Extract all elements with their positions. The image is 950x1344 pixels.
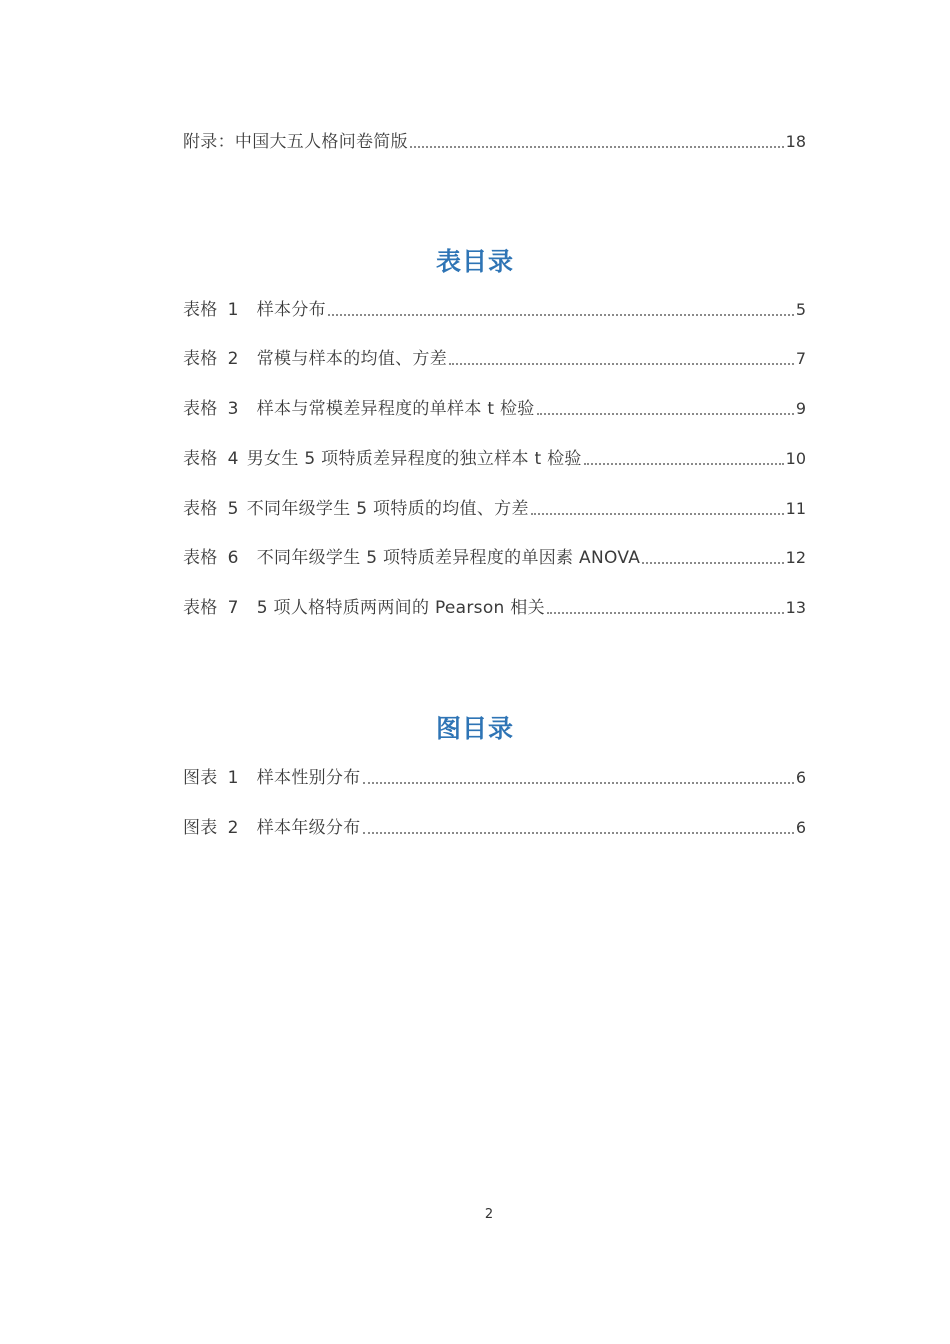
toc-entry-page: 11 xyxy=(785,499,806,518)
toc-entry-table-4[interactable] xyxy=(183,445,806,469)
toc-entry-table-6[interactable] xyxy=(183,544,806,568)
toc-entry-page: 18 xyxy=(785,132,806,151)
toc-entry-page: 6 xyxy=(795,768,806,787)
toc-entry-prefix: 表格 xyxy=(183,598,218,618)
toc-entry-label: 常模与样本的均值、方差 xyxy=(256,349,448,369)
toc-entry-table-3[interactable] xyxy=(183,395,806,419)
toc-entry-number: 6 xyxy=(227,548,239,568)
toc-entry-number: 3 xyxy=(227,399,239,419)
toc-entry-page: 5 xyxy=(795,300,806,319)
toc-entry-label: 样本性别分布 xyxy=(256,768,361,788)
toc-entry-table-7[interactable] xyxy=(183,594,806,618)
toc-entry-number: 2 xyxy=(227,818,239,838)
toc-entry-number: 1 xyxy=(227,768,239,788)
toc-leader xyxy=(537,413,794,415)
toc-entry-prefix: 表格 xyxy=(183,399,218,419)
toc-entry-label: 样本与常模差异程度的单样本 t 检验 xyxy=(256,399,535,419)
toc-leader xyxy=(363,782,794,784)
toc-entry-prefix: 表格 xyxy=(183,349,218,369)
toc-entry-number: 4 xyxy=(227,449,239,469)
toc-entry-table-5[interactable] xyxy=(183,495,806,519)
toc-entry-prefix: 图表 xyxy=(183,818,218,838)
tables-toc-heading: 表目录 xyxy=(435,247,514,276)
toc-entry-page: 7 xyxy=(795,349,806,368)
toc-entry-page: 13 xyxy=(785,598,806,617)
toc-entry-figure-1[interactable] xyxy=(183,764,806,788)
toc-entry-prefix: 表格 xyxy=(183,548,218,568)
toc-entry-label: 附录：中国大五人格问卷简版 xyxy=(183,132,408,152)
toc-entry-label: 5 项人格特质两两间的 Pearson 相关 xyxy=(256,598,545,618)
toc-entry-page: 10 xyxy=(785,449,806,468)
toc-entry-label: 男女生 5 项特质差异程度的独立样本 t 检验 xyxy=(246,449,582,469)
toc-entry-page: 12 xyxy=(785,548,806,567)
toc-entry-number: 7 xyxy=(227,598,239,618)
toc-entry-label: 样本年级分布 xyxy=(256,818,361,838)
toc-leader xyxy=(547,612,784,614)
toc-entry-figure-2[interactable] xyxy=(183,814,806,838)
toc-entry-table-1[interactable] xyxy=(183,296,806,320)
toc-entry-label: 不同年级学生 5 项特质的均值、方差 xyxy=(246,499,529,519)
toc-entry-prefix: 表格 xyxy=(183,449,218,469)
page-number: 2 xyxy=(484,1207,494,1222)
toc-leader xyxy=(363,832,794,834)
toc-entry-label: 样本分布 xyxy=(256,300,326,320)
toc-leader xyxy=(410,146,784,148)
toc-leader xyxy=(328,314,794,316)
figures-toc-heading: 图目录 xyxy=(435,714,514,743)
toc-entry-prefix: 表格 xyxy=(183,300,218,320)
toc-entry-appendix[interactable] xyxy=(183,128,806,152)
toc-entry-number: 1 xyxy=(227,300,239,320)
toc-entry-prefix: 图表 xyxy=(183,768,218,788)
toc-leader xyxy=(584,463,784,465)
toc-leader xyxy=(531,513,784,515)
toc-entry-page: 9 xyxy=(795,399,806,418)
toc-leader xyxy=(642,562,783,564)
toc-entry-number: 2 xyxy=(227,349,239,369)
toc-leader xyxy=(449,363,794,365)
toc-entry-prefix: 表格 xyxy=(183,499,218,519)
toc-entry-table-2[interactable] xyxy=(183,345,806,369)
toc-entry-page: 6 xyxy=(795,818,806,837)
toc-entry-label: 不同年级学生 5 项特质差异程度的单因素 ANOVA xyxy=(256,548,641,568)
toc-entry-number: 5 xyxy=(227,499,239,519)
